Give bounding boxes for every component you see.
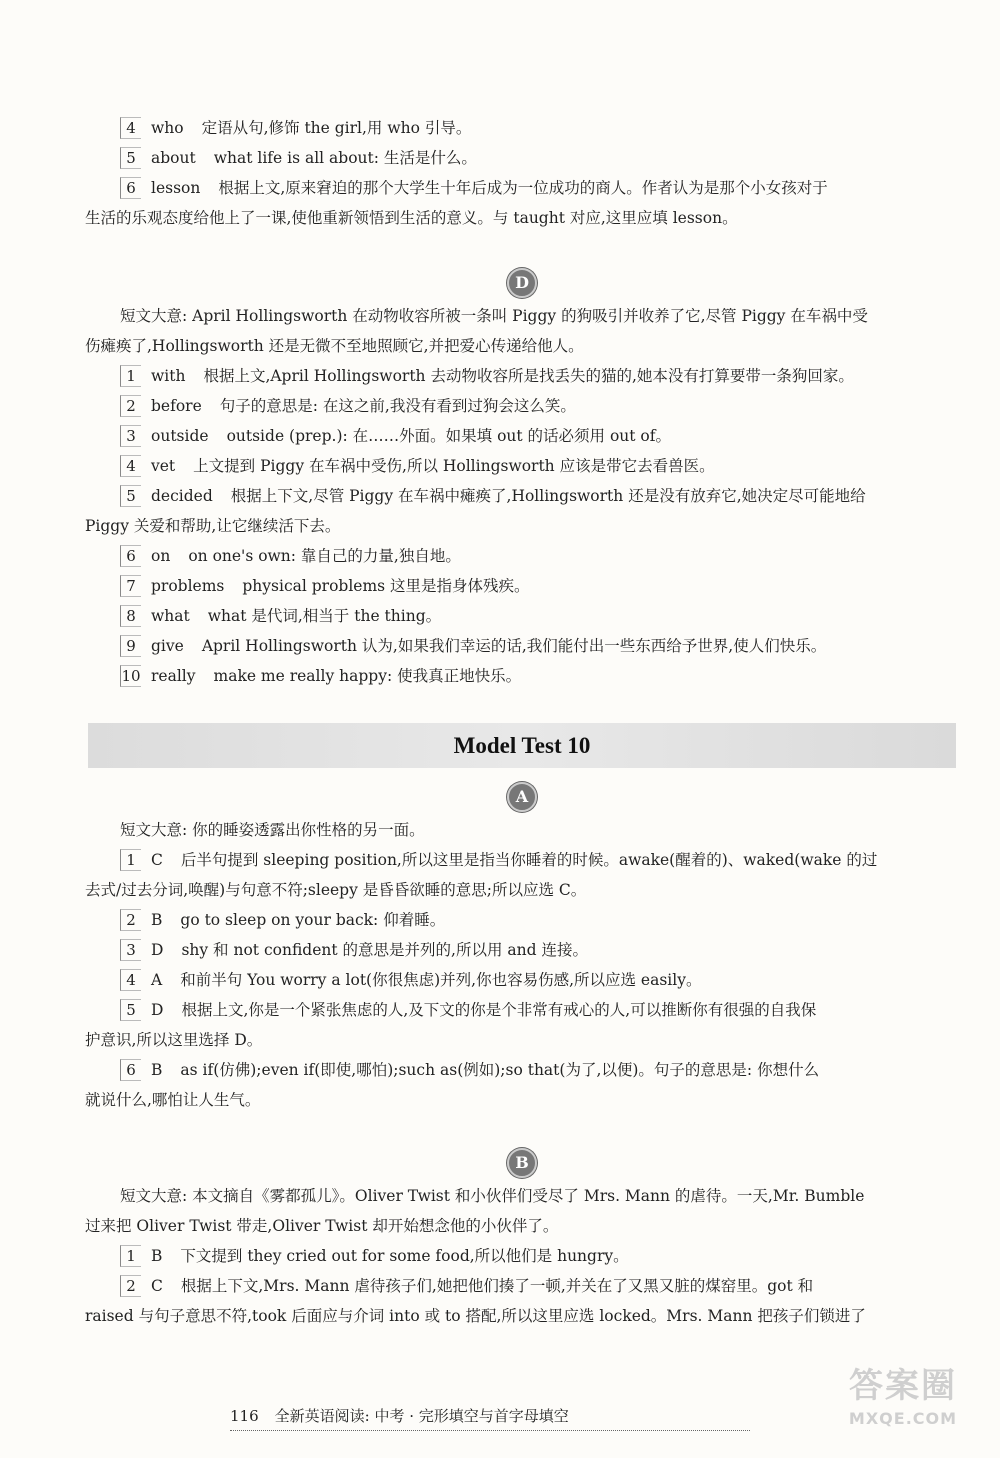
watermark-url: MXQE.COM — [848, 1409, 958, 1428]
answer-continuation: 生活的乐观态度给他上了一课,使他重新领悟到生活的意义。与 taught 对应,这里应填 lesson。 — [85, 209, 738, 227]
answer-item: 9 give April Hollingsworth 认为,如果我们幸运的话,我们能付出一些东西给予世界,使人们快乐。 — [120, 631, 956, 661]
answer-item: 5 about what life is all about: 生活是什么。 — [120, 143, 956, 173]
book-title: 全新英语阅读: 中考 · 完形填空与首字母填空 — [274, 1407, 569, 1425]
section-d-badge: D — [507, 268, 537, 298]
section-a-badge: A — [507, 782, 537, 812]
answer-continuation: 去式/过去分词,唤醒)与句意不符;sleepy 是昏昏欲睡的意思;所以应选 C。 — [85, 881, 587, 899]
answer-item: 6 lesson 根据上文,原来窘迫的那个大学生十年后成为一位成功的商人。作者认为是那个小女孩对于 — [120, 173, 956, 203]
answer-item: 1 with 根据上文,April Hollingsworth 去动物收容所是找丢失的猫的,她本没有打算要带一条狗回家。 — [120, 361, 956, 391]
page-number: 116 — [230, 1407, 259, 1425]
answer-item: 4 who 定语从句,修饰 the girl,用 who 引导。 — [120, 113, 956, 143]
answer-continuation: 就说什么,哪怕让人生气。 — [85, 1091, 261, 1109]
answer-continuation: 护意识,所以这里选择 D。 — [85, 1031, 263, 1049]
model-test-title: Model Test 10 — [453, 733, 591, 758]
answer-item: 4 A 和前半句 You worry a lot(你很焦虑)并列,你也容易伤感,所以应选 easily。 — [120, 965, 956, 995]
answer-item: 8 what what 是代词,相当于 the thing。 — [120, 601, 956, 631]
answer-item: 3 outside outside (prep.): 在……外面。如果填 out 的话必须用 out of。 — [120, 421, 956, 451]
section-b-summary-cont: 过来把 Oliver Twist 带走,Oliver Twist 却开始想念他的小伙伴了。 — [85, 1217, 559, 1235]
answer-continuation: Piggy 关爱和帮助,让它继续活下去。 — [85, 517, 341, 535]
answer-item: 7 problems physical problems 这里是指身体残疾。 — [120, 571, 956, 601]
answer-item: 6 B as if(仿佛);even if(即使,哪怕);such as(例如);so that(为了,以便)。句子的意思是: 你想什么 — [120, 1055, 956, 1085]
answer-continuation: raised 与句子意思不符,took 后面应与介词 into 或 to 搭配,所以这里应选 locked。Mrs. Mann 把孩子们锁进了 — [85, 1307, 866, 1325]
answer-item: 10 really make me really happy: 使我真正地快乐。 — [121, 667, 522, 685]
model-test-banner — [88, 723, 956, 768]
answer-item: 4 vet 上文提到 Piggy 在车祸中受伤,所以 Hollingsworth 应该是带它去看兽医。 — [120, 451, 956, 481]
answer-item: 1 B 下文提到 they cried out for some food,所以他们是 hungry。 — [120, 1241, 956, 1271]
answer-item: 6 on on one's own: 靠自己的力量,独自地。 — [120, 541, 956, 571]
answer-item: 1 C 后半句提到 sleeping position,所以这里是指当你睡着的时候。awake(醒着的)、waked(wake 的过 — [120, 845, 956, 875]
section-b-summary: 短文大意: 本文摘自《雾都孤儿》。Oliver Twist 和小伙伴们受尽了 Mrs. Mann 的虐待。一天,Mr. Bumble — [120, 1187, 865, 1205]
section-a-summary: 短文大意: 你的睡姿透露出你性格的另一面。 — [120, 821, 425, 839]
section-d-summary: 短文大意: April Hollingsworth 在动物收容所被一条叫 Piggy 的狗吸引并收养了它,尽管 Piggy 在车祸中受 — [120, 307, 868, 325]
page-footer — [230, 1402, 750, 1431]
answer-item: 2 B go to sleep on your back: 仰着睡。 — [120, 905, 956, 935]
answer-item: 2 C 根据上下文,Mrs. Mann 虐待孩子们,她把他们揍了一顿,并关在了又黑又脏的煤窑里。got 和 — [120, 1271, 956, 1301]
watermark-logo — [818, 1364, 988, 1444]
answer-item: 5 decided 根据上下文,尽管 Piggy 在车祸中瘫痪了,Hollingsworth 还是没有放弃它,她决定尽可能地给 — [120, 481, 956, 511]
answer-item: 3 D shy 和 not confident 的意思是并列的,所以用 and 连接。 — [120, 935, 956, 965]
section-d-summary-cont: 伤瘫痪了,Hollingsworth 还是无微不至地照顾它,并把爱心传递给他人。 — [85, 337, 584, 355]
answer-item: 5 D 根据上文,你是一个紧张焦虑的人,及下文的你是个非常有戒心的人,可以推断你有很强的自我保 — [120, 995, 956, 1025]
watermark-text: 答案圈 — [849, 1366, 957, 1406]
answer-item: 2 before 句子的意思是: 在这之前,我没有看到过狗会这么笑。 — [120, 391, 956, 421]
section-b-badge: B — [507, 1148, 537, 1178]
